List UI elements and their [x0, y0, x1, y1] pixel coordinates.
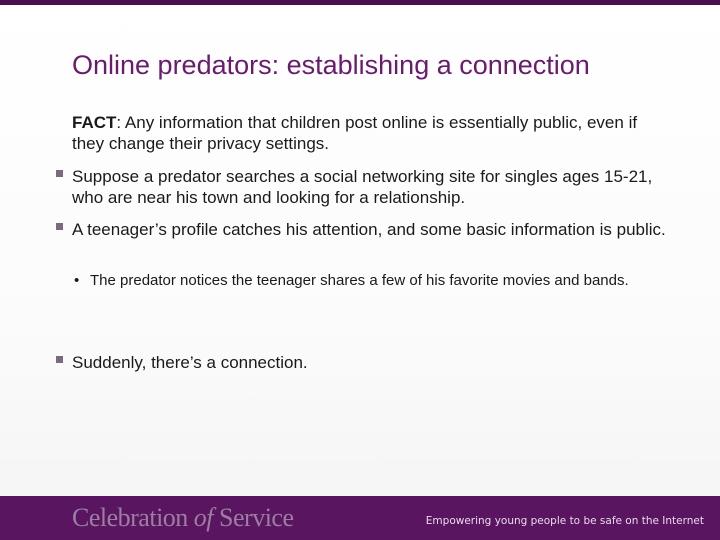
bullet-text: Suddenly, there’s a connection.: [72, 353, 308, 372]
fact-text: : Any information that children post online is essentially public, even if they change their privacy settings.: [72, 113, 638, 153]
fact-label: FACT: [72, 113, 117, 132]
footer-tagline: Empowering young people to be safe on the Internet: [425, 515, 704, 527]
sub-bullet-text: The predator notices the teenager shares a few of his favorite movies and bands.: [90, 272, 629, 289]
bullet-item: [72, 352, 682, 373]
top-accent-bar: [0, 0, 720, 5]
square-bullet-icon: [56, 170, 63, 177]
bullet-item: [72, 166, 682, 208]
fact-paragraph: [72, 112, 672, 154]
slide-title: Online predators: establishing a connection: [72, 50, 590, 80]
square-bullet-icon: [56, 223, 63, 230]
sub-bullet-item: [74, 272, 670, 290]
bullet-text: A teenager’s profile catches his attention, and some basic information is public.: [72, 220, 666, 239]
round-bullet-icon: •: [74, 272, 80, 289]
bullet-item: [72, 219, 682, 240]
celebration-of-service-logo: Celebration of Service: [72, 503, 294, 532]
bullet-text: Suppose a predator searches a social networking site for singles ages 15-21, who are near his town and looking for a relationship.: [72, 167, 653, 207]
footer-bar: [0, 496, 720, 540]
square-bullet-icon: [56, 356, 63, 363]
